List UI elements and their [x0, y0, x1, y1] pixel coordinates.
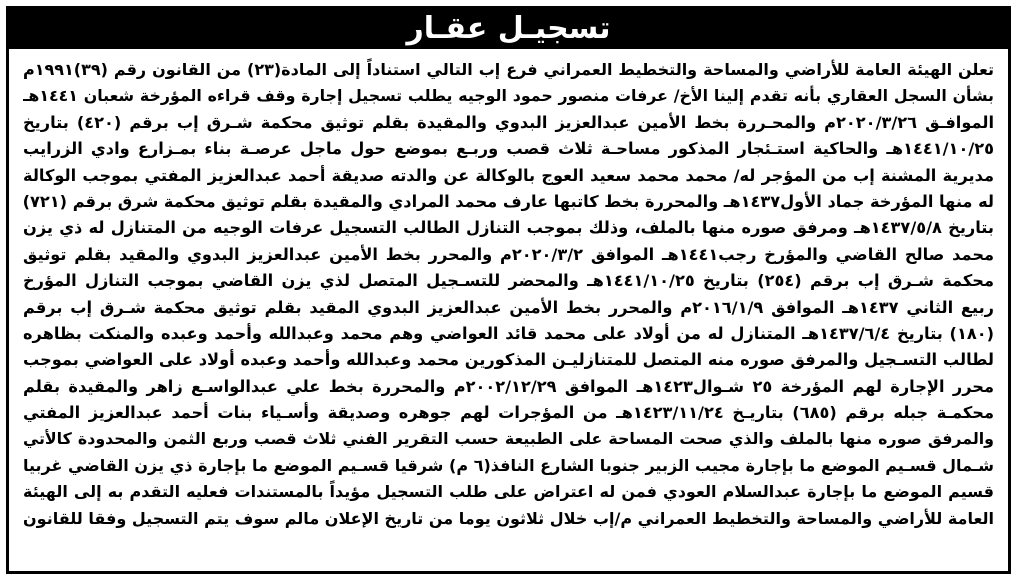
notice-line: له منها المؤرخة جماد الأول١٤٣٧هـ والمحررة بخط كاتبها عارف محمد المرادي والمقيدة بقلم توثيق محكمة شرق برقم (٧٢١) [23, 191, 994, 211]
notice-line: العامة للأراضي والمساحة والتخطيط العمراني م/إب خلال ثلاثون يوما من تاريخ الإعلان مالم سوف يتم التسجيل وفقا للقانون [23, 508, 994, 528]
notice-line: والمرفق صوره منها بالملف والذي صحت المساحة على الطبيعة حسب التقرير الفني ثلاث قصب وربع الثمن والمحدودة كالأتي [23, 429, 994, 449]
notice-line: محمد صالح القاضي والمؤرخ رجب١٤٤١هـ الموافق ٢٠٢٠/٣/٢م والمحرر بخط الأمين عبدالعزيز البدوي والمقيد بقلم توثيق [23, 244, 994, 264]
notice-line: مديرية المشنة إب من المؤجر له/ محمد محمد سعيد العوج بالوكالة عن والدته صديقة أحمد عبدالعزيز المفتي بموجب الوكالة [23, 165, 994, 185]
notice-line: محكمة شـرق إب برقم (٢٥٤) بتاريخ ١٤٤١/١٠/٢٥هـ والمحضر للتسـجيل المتصل لذي يزن القاضي بموجب التنازل المؤرخ [23, 271, 994, 291]
notice-line: محرر الإجارة لهم المؤرخة ٢٥ شـوال١٤٢٣هـ الموافق ٢٠٠٢/١٢/٢٩م والمحررة بخط علي عبدالواسـع زاهر والمقيدة بقلم [23, 376, 994, 396]
notice-line: ١٤٤١/١٠/٢٥هـ والحاكية استـئجار المذكور مساحـة ثلاث قصب وربـع بموضع حول ماجل عرصـة بناء بمـزارع وادي الزرايب [23, 139, 994, 159]
notice-line: ربيع الثاني ١٤٣٧هـ الموافق ٢٠١٦/١/٩م والمحرر بخط الأمين عبدالعزيز البدوي المقيد بقلم توثيق محكمة شـرق إب برقم [23, 297, 994, 317]
notice-line: بشأن السجل العقاري بأنه تقدم إلينا الأخ/ عرفات منصور حمود الوجيه يطلب تسجيل إجارة وقف قراءه المؤرخة شعبان ١٤٤١هـ [23, 86, 994, 106]
notice-line: قسيم الموضع ما بإجارة عبدالسلام العودي فمن له اعتراض على طلب التسجيل مؤيداً بالمستندات فعليه التقدم به إلى الهيئة [23, 482, 994, 502]
property-registration-notice [6, 6, 1011, 574]
notice-line: محكمـة جبله برقم (٦٨٥) بتاريـخ ١٤٢٣/١١/٢٤هـ من المؤجرات لهم جوهره وصديقة وأسـياء بنات أحمد عبدالعزيز المفتي [23, 403, 994, 423]
title-band [9, 9, 1008, 49]
notice-line: شـمال قسـيم الموضع ما بإجارة مجيب الزبير جنوبا الشارع النافذ(٦ م) شرقيا قسـيم الموضع ما بإجارة ذي يزن القاضي غربيا [23, 455, 994, 475]
notice-title: تسجيـل عقـار [406, 11, 611, 46]
notice-line: لطالب التسـجيل والمرفق صوره منه المتصل للمتنازليـن المذكورين محمد وعبدالله وأحمد وعبده أولاد على العواضي بموجب [23, 350, 994, 370]
notice-line: الموافـق ٢٠٢٠/٣/٢٦م والمحـررة بخط الأمين عبدالعزيز البدوي والمقيدة بقلم توثيق محكمة شـرق إب برقم (٤٢٠) بتاريخ [23, 112, 994, 132]
notice-body [9, 49, 1008, 532]
notice-line: تعلن الهيئة العامة للأراضي والمساحة والتخطيط العمراني فرع إب التالي استناداً إلى المادة(٢٣) من القانون رقم (٣٩)١٩٩١م [23, 60, 994, 79]
notice-line: (١٨٠) بتاريخ ١٤٣٧/٦/٤هـ المتنازل له من أولاد على محمد قائد العواضي وهم محمد وعبدالله وأحمد وعبده والمنكت بظاهره [23, 323, 994, 343]
notice-line: بتاريخ ١٤٣٧/٥/٨هـ ومرفق صوره منها بالملف، وذلك بموجب التنازل الطالب التسجيل عرفات الوجيه من المتنازل له ذي يزن [23, 218, 994, 238]
